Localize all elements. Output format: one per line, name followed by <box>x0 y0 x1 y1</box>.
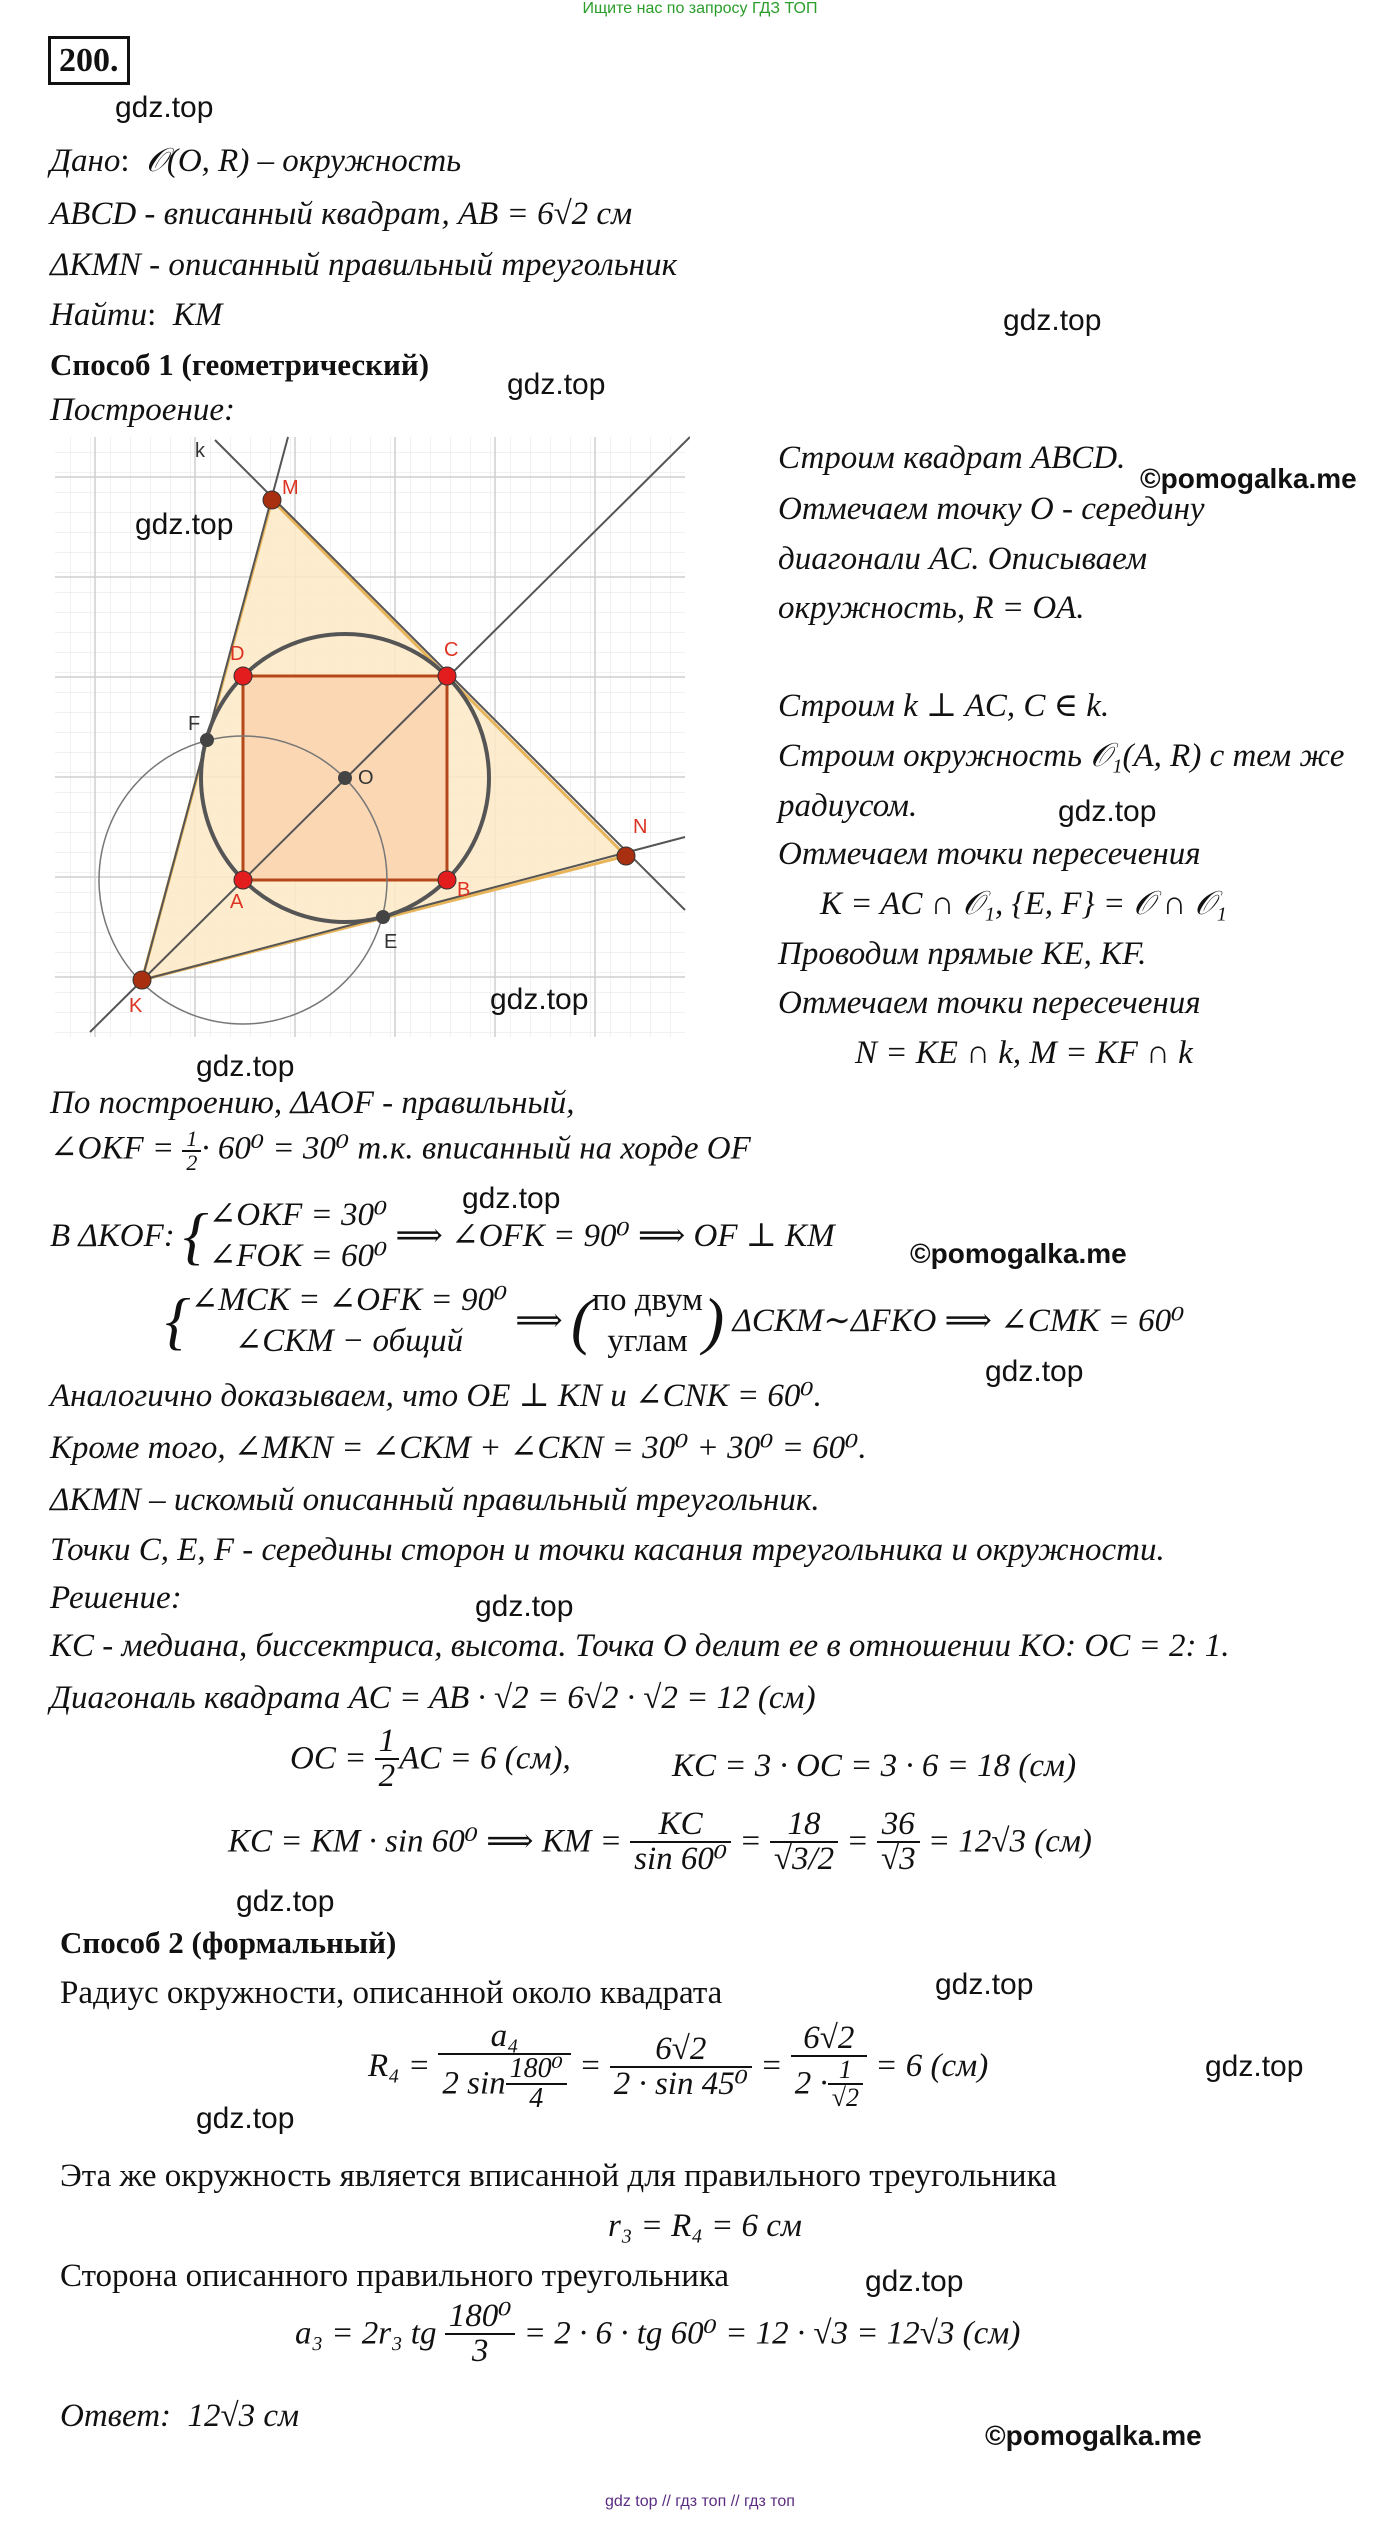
watermark-pomogalka-1: ©pomogalka.me <box>1140 463 1357 494</box>
watermark-gdz-2: gdz.top <box>1003 304 1102 337</box>
r4-frac-3: 6√2 2 · $\frac{1}{√2}$ <box>791 2022 867 2111</box>
proof-3: В ΔKOF: { ∠OKF = 30⁰ ∠FOK = 60⁰ ⟹ ∠OFK = 90⁰ ⟹ OF ⊥ KM <box>50 1195 835 1278</box>
watermark-pomogalka-3: ©pomogalka.me <box>985 2420 1202 2451</box>
label-k: K <box>129 995 143 1017</box>
point-f <box>200 733 214 747</box>
watermark-gdz-1: gdz.top <box>115 91 214 124</box>
by-two-angles: по двум углам <box>592 1282 703 1360</box>
watermark-gdz-11: gdz.top <box>236 1885 335 1918</box>
answer-line <box>60 2400 299 2433</box>
find-value: KM <box>172 297 223 333</box>
solution-1: KC - медиана, биссектриса, высота. Точка O делит ее в отношении KO: OC = 2: 1. <box>50 1628 1230 1664</box>
proof-1: По построению, ΔAOF - правильный, <box>50 1085 575 1121</box>
proof-system-2: ∠MCK = ∠OFK = 90⁰ ∠CKM − общий <box>190 1282 508 1360</box>
watermark-gdz-5: gdz.top <box>1058 795 1157 828</box>
r3-equation: r₃ = R₄ = 6 см <box>608 2208 802 2244</box>
r4-formula: R₄ = a₄ 2 sin $\frac{\text{180⁰}}{4}$ = $\frac{6√2}{\text{2 · sin 45⁰}}$ = 6√2 2 · $\frac{1}{√2}$ = 6 (см) <box>368 2018 989 2114</box>
label-a: A <box>230 891 244 913</box>
step-10: Проводим прямые KE, KF. <box>778 936 1147 972</box>
km-frac-2: $\frac{18}{√3/2}$ <box>770 1808 838 1876</box>
solution-kc: KC = 3 · OC = 3 · 6 = 18 (см) <box>672 1748 1077 1784</box>
label-b: B <box>457 879 471 901</box>
proof-5: Аналогично доказываем, что OE ⊥ KN и ∠CNK = 60⁰. <box>50 1378 822 1414</box>
given-label: Дано <box>50 143 121 179</box>
proof-system-1: ∠OKF = 30⁰ ∠FOK = 60⁰ <box>208 1197 388 1275</box>
method2-line1: Радиус окружности, описанной около квадрата <box>60 1975 723 2011</box>
given-line1: Дано: 𝒪(O, R) – окружность <box>50 143 462 179</box>
step-8: Отмечаем точки пересечения <box>778 836 1201 872</box>
paren-left: ( <box>570 1285 593 1357</box>
watermark-gdz-7: gdz.top <box>196 1050 295 1083</box>
step-11: Отмечаем точки пересечения <box>778 985 1201 1021</box>
solution-oc: OC = $\frac{1}{2}$ AC = 6 (см), <box>290 1723 571 1794</box>
watermark-gdz-4: gdz.top <box>135 508 234 541</box>
step-2: Отмечаем точку O - середину <box>778 491 1205 527</box>
step-4: окружность, R = OA. <box>778 590 1085 626</box>
method1-title: Способ 1 (геометрический) <box>50 347 430 382</box>
paren-right: ) <box>702 1285 725 1357</box>
watermark-gdz-15: gdz.top <box>865 2265 964 2298</box>
point-d <box>234 667 252 685</box>
watermark-gdz-13: gdz.top <box>1205 2050 1304 2083</box>
half-fraction-2: $\frac{1}{2}$ <box>375 1725 400 1793</box>
step-3: диагонали AC. Описываем <box>778 541 1148 577</box>
point-m <box>263 491 281 509</box>
problem-number: 200. <box>48 36 130 85</box>
km-frac-1: $\frac{KC}{\text{sin 60⁰}}$ <box>630 1808 731 1876</box>
find-label: Найти <box>50 297 148 333</box>
method2-line2: Эта же окружность является вписанной для правильного треугольника <box>60 2158 1057 2194</box>
solution-label: Решение: <box>50 1580 182 1616</box>
step-5: Строим k ⊥ AC, C ∈ k. <box>778 688 1110 724</box>
proof-2: ∠OKF = $\frac{1}{2}$ · 60⁰ = 30⁰ т.к. вписанный на хорде OF <box>50 1126 751 1175</box>
construction-label: Построение: <box>50 392 235 428</box>
answer-label: Ответ: <box>60 2398 172 2434</box>
method2-line3: Сторона описанного правильного треугольника <box>60 2258 730 2294</box>
label-c: C <box>444 639 459 661</box>
step-6: Строим окружность 𝒪₁(A, R) с тем же <box>778 738 1345 774</box>
watermark-pomogalka-2: ©pomogalka.me <box>910 1238 1127 1269</box>
footer-links[interactable]: gdz top // гдз топ // гдз топ <box>605 2493 795 2510</box>
watermark-gdz-6: gdz.top <box>490 983 589 1016</box>
find-line: Найти: KM <box>50 297 223 333</box>
solution-km: KC = KM · sin 60⁰ ⟹ KM = $\frac{KC}{\text{sin 60⁰}}$ = $\frac{18}{√3/2}$ = $\frac{36}{√3}$ = 12√3 (см) <box>228 1806 1092 1877</box>
point-b <box>438 871 456 889</box>
r4-frac-1: a₄ 2 sin $\frac{\text{180⁰}}{4}$ <box>438 2020 571 2113</box>
step-7: радиусом. <box>778 788 918 824</box>
km-frac-3: $\frac{36}{√3}$ <box>877 1808 920 1876</box>
a3-frac: $\frac{\text{180⁰}}{3}$ <box>445 2300 516 2368</box>
watermark-gdz-8: gdz.top <box>462 1182 561 1215</box>
answer-value: 12√3 см <box>187 2398 300 2434</box>
watermark-gdz-9: gdz.top <box>985 1355 1084 1388</box>
given-line2: ABCD - вписанный квадрат, AB = 6√2 см <box>50 196 633 232</box>
point-n <box>617 847 635 865</box>
r4-inner-frac: $\frac{1}{√2}$ <box>828 2057 863 2111</box>
label-k-line: k <box>195 440 205 462</box>
top-banner[interactable]: Ищите нас по запросу ГДЗ ТОП <box>582 0 818 17</box>
r4-frac-2: $\frac{6√2}{\text{2 · sin 45⁰}}$ <box>610 2033 752 2101</box>
brace-left-2: { <box>165 1285 191 1357</box>
label-e: E <box>384 931 398 953</box>
watermark-gdz-10: gdz.top <box>475 1590 574 1623</box>
proof-6: Кроме того, ∠MKN = ∠CKM + ∠CKN = 30⁰ + 30⁰ = 60⁰. <box>50 1430 867 1466</box>
label-d: D <box>230 643 245 665</box>
half-fraction: $\frac{1}{2}$ <box>182 1128 201 1174</box>
point-k <box>133 971 151 989</box>
given-circle: 𝒪(O, R) – окружность <box>146 143 462 179</box>
proof-8: Точки C, E, F - середины сторон и точки касания треугольника и окружности. <box>50 1532 1165 1568</box>
step-12: N = KE ∩ k, M = KF ∩ k <box>855 1035 1193 1071</box>
label-o: O <box>358 767 374 789</box>
step-1: Строим квадрат ABCD. <box>778 440 1126 476</box>
label-n: N <box>633 816 648 838</box>
proof-4: { ∠MCK = ∠OFK = 90⁰ ∠CKM − общий ⟹ ( по двум углам ) ΔCKM∼ΔFKO ⟹ ∠CMK = 60⁰ <box>165 1280 1184 1363</box>
a3-formula: a₃ = 2r₃ tg $\frac{\text{180⁰}}{3}$ = 2 · 6 · tg 60⁰ = 12 · √3 = 12√3 (см) <box>295 2298 1021 2369</box>
point-e <box>376 910 390 924</box>
method2-title: Способ 2 (формальный) <box>60 1925 397 1960</box>
r4-angle-frac: $\frac{\text{180⁰}}{4}$ <box>506 2055 567 2113</box>
brace-left: { <box>183 1200 209 1272</box>
point-a <box>234 871 252 889</box>
watermark-gdz-3: gdz.top <box>507 368 606 401</box>
label-m: M <box>282 477 299 499</box>
point-o <box>338 771 352 785</box>
watermark-gdz-12: gdz.top <box>935 1968 1034 2001</box>
point-c <box>438 667 456 685</box>
solution-2: Диагональ квадрата AC = AB · √2 = 6√2 · √2 = 12 (см) <box>50 1680 816 1716</box>
step-9: K = AC ∩ 𝒪₁, {E, F} = 𝒪 ∩ 𝒪₁ <box>820 886 1227 922</box>
given-line3: ΔKMN - описанный правильный треугольник <box>50 247 678 283</box>
watermark-gdz-14: gdz.top <box>196 2102 295 2135</box>
proof-7: ΔKMN – искомый описанный правильный треугольник. <box>50 1482 820 1518</box>
label-f: F <box>188 713 201 735</box>
